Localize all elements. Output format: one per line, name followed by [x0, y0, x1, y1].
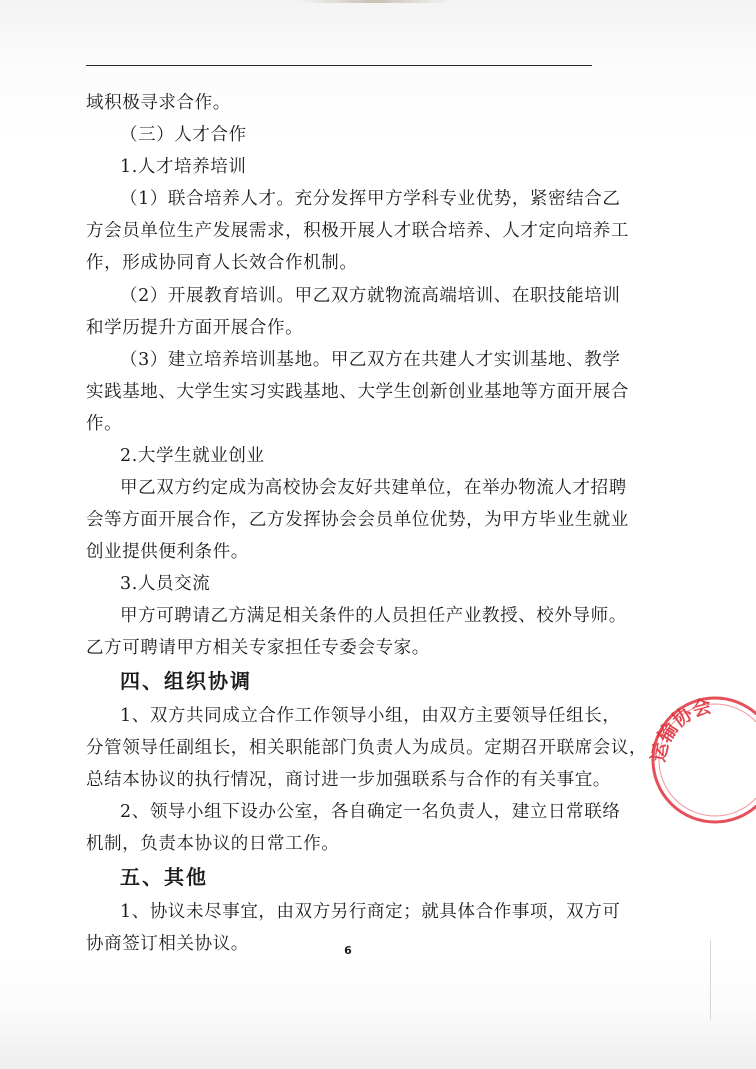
text-line: 作。 [86, 414, 123, 434]
scan-edge [710, 940, 711, 1020]
text-line: （2）开展教育培训。甲乙双方就物流高端培训、在职技能培训 [120, 286, 621, 306]
text-line: 和学历提升方面开展合作。 [86, 318, 304, 338]
text-line: 甲乙双方约定成为高校协会友好共建单位，在举办物流人才招聘 [120, 478, 627, 498]
item-heading: 2.大学生就业创业 [120, 446, 265, 466]
section-heading: 五、其他 [120, 865, 208, 889]
item-heading: 3.人员交流 [120, 574, 211, 594]
item-heading: 1.人才培养培训 [120, 157, 247, 177]
text-line: （3）建立培养培训基地。甲乙双方在共建人才实训基地、教学 [120, 350, 621, 370]
text-line: 作，形成协同育人长效合作机制。 [86, 253, 358, 273]
page-number: 6 [344, 944, 352, 957]
text-line: 域积极寻求合作。 [86, 93, 231, 113]
text-line: （1）联合培养人才。充分发挥甲方学科专业优势，紧密结合乙 [120, 189, 621, 209]
text-line: 分管领导任副组长，相关职能部门负责人为成员。定期召开联席会议， [86, 738, 648, 758]
text-line: 实践基地、大学生实习实践基地、大学生创新创业基地等方面开展合 [86, 382, 629, 402]
section-subheading: （三）人才合作 [120, 125, 247, 145]
text-line: 甲方可聘请乙方满足相关条件的人员担任产业教授、校外导师。 [120, 606, 627, 626]
text-line: 总结本协议的执行情况，商讨进一步加强联系与合作的有关事宜。 [86, 770, 611, 790]
scan-edge [300, 0, 450, 3]
official-seal [640, 685, 756, 835]
text-line: 1、双方共同成立合作工作领导小组，由双方主要领导任组长， [120, 706, 621, 726]
scan-shadow [0, 1010, 756, 1069]
text-line: 协商签订相关协议。 [86, 934, 249, 954]
text-line: 1、协议未尽事宜，由双方另行商定；就具体合作事项，双方可 [120, 902, 621, 922]
section-heading: 四、组织协调 [120, 669, 252, 693]
header-rule [86, 65, 592, 66]
text-line: 乙方可聘请甲方相关专家担任专委会专家。 [86, 638, 430, 658]
text-line: 2、领导小组下设办公室，各自确定一名负责人，建立日常联络 [120, 802, 621, 822]
svg-text:运输协会 [648, 694, 714, 764]
text-line: 机制，负责本协议的日常工作。 [86, 834, 340, 854]
text-line: 方会员单位生产发展需求，积极开展人才联合培养、人才定向培养工 [86, 221, 629, 241]
text-line: 创业提供便利条件。 [86, 542, 249, 562]
seal-text: 运输协会 [647, 695, 714, 764]
text-line: 会等方面开展合作，乙方发挥协会会员单位优势，为甲方毕业生就业 [86, 510, 629, 530]
